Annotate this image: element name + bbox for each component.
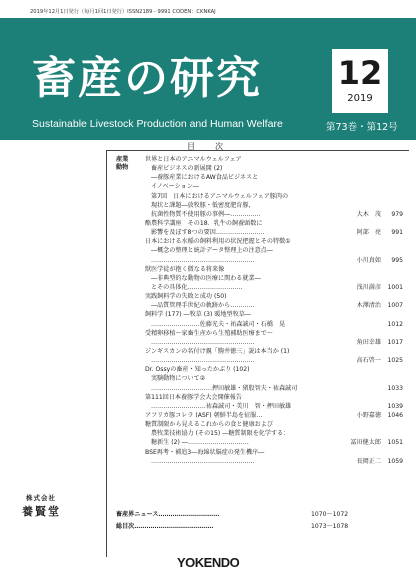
toc-entry-page: 991 xyxy=(391,229,403,237)
magazine-title: 畜産の研究 xyxy=(32,53,262,104)
publisher-name: 養賢堂 xyxy=(22,505,61,518)
section-label xyxy=(116,156,144,172)
back-matter-label: 畜産界ニュース………………………… xyxy=(116,511,220,518)
issue-year: 2019 xyxy=(347,93,373,104)
toc-entry-title: BSE再考・補追3―海綿状脳症の発生機序― xyxy=(145,448,265,456)
toc-entry-title: 獣医学徒が抱く微なる将来像 xyxy=(145,265,225,273)
toc-row[interactable] xyxy=(145,384,403,393)
toc-entry-author: 阿部 亮 xyxy=(356,229,381,237)
toc-entry-author: 冨田健太郎 xyxy=(350,439,381,447)
toc-row[interactable] xyxy=(145,173,403,182)
toc-entry-title: 畜産ビジネスの新展開 (2) xyxy=(151,165,223,173)
toc-entry-title: …………………………押田敏雄・猪股智夫・祐森誠司 xyxy=(151,384,298,392)
back-matter-label: 総目次………………………………… xyxy=(116,523,214,530)
toc-row[interactable] xyxy=(145,411,403,420)
toc-entry-page: 995 xyxy=(391,256,403,264)
toc-entry-title: …………………………………………… xyxy=(151,457,255,465)
toc-entry-title: ―概念の整理と統計データ整理上の注意点― xyxy=(151,247,273,255)
toc-row[interactable] xyxy=(145,256,403,265)
toc-row[interactable] xyxy=(145,155,403,164)
issue-info-line: 2019年12月1日発行（毎月1回1日発行）ISSN2189－9991 CODEN：CKNKAJ xyxy=(30,9,216,15)
toc-row[interactable] xyxy=(145,301,403,310)
toc-entry-author: 角田幸雄 xyxy=(356,338,381,346)
toc-entry-title: ―品質管理手世紀の軌跡から………… xyxy=(151,302,255,310)
toc-row[interactable] xyxy=(145,192,403,201)
toc-entry-page: 979 xyxy=(391,210,403,218)
toc-row[interactable] xyxy=(145,210,403,219)
toc-row[interactable] xyxy=(145,429,403,438)
toc-row[interactable] xyxy=(145,356,403,365)
issue-box xyxy=(331,48,389,114)
toc-entry-title: …………………………………………… xyxy=(151,357,255,365)
toc-entry-title: 抗菌性物質不使用豚の事例―…………… xyxy=(151,210,261,218)
toc-entry-title: 第111回日本養豚学会大会開催報告 xyxy=(145,393,242,401)
back-matter-pages: 1073～1078 xyxy=(311,523,349,530)
toc-entry-title: ジンギスカンの名付け親「駒井徳三」説は本当か (1) xyxy=(145,347,290,355)
toc-entry-title: 飼料学 (177) ―牧草 (3) 暖地型牧草― xyxy=(145,311,251,319)
toc-row[interactable] xyxy=(145,246,403,255)
toc-entry-title: ………………………祐森誠司・美川 智・押田敏雄 xyxy=(151,402,292,410)
toc-entry-author: 小野嘉徳 xyxy=(356,411,381,419)
toc-row[interactable] xyxy=(145,274,403,283)
toc-entry-page: 1001 xyxy=(387,283,403,291)
toc-row[interactable] xyxy=(145,338,403,347)
toc-row[interactable] xyxy=(145,329,403,338)
toc-row[interactable] xyxy=(145,420,403,429)
publisher-company-type: 株式会社 xyxy=(26,494,56,502)
toc-entry-title: とその具体化……………………… xyxy=(151,283,243,291)
toc-row[interactable] xyxy=(145,228,403,237)
toc-row[interactable] xyxy=(145,164,403,173)
toc-entry-title: ……………………佐藤光夫・祐森誠司・石橋 晃 xyxy=(151,320,286,328)
back-matter-row[interactable] xyxy=(116,509,408,521)
toc-entry-title: 実践飼料学の失敗と成功 (50) xyxy=(145,293,227,301)
toc-entry-title: アフリカ豚コレラ (ASF) 朝鮮半島を征服… xyxy=(145,411,263,419)
toc-entry-title: …………………………………………… xyxy=(151,256,255,264)
section-label-line: 産業 xyxy=(116,156,129,163)
toc-entry-title: 第7回 日本におけるアニマルウェルフェア豚肉の xyxy=(151,192,289,200)
toc-row[interactable] xyxy=(145,283,403,292)
toc-entry-author: 小川真如 xyxy=(356,256,381,264)
toc-entry-title: 受精卵移植～家畜生産から生殖補助医療まで～ xyxy=(145,329,273,337)
toc-entry-author: 大木 茂 xyxy=(356,210,381,218)
toc-row[interactable] xyxy=(145,438,403,447)
toc-entry-title: ―養豚産業におけるAW食品ビジネスと xyxy=(151,174,259,182)
toc-row[interactable] xyxy=(145,219,403,228)
toc-entry-title: ―非典型的な動物の医療に関わる就業― xyxy=(151,274,261,282)
toc-entry-title: 日本における水稲の飼料利用の状況把握とその特徴① xyxy=(145,238,291,246)
toc-entry-title: Dr. Ossyの畜産・知ったかぶり (102) xyxy=(145,366,250,374)
toc-entry-title: 糖新生 (2) ―………………………… xyxy=(151,439,249,447)
toc-entry-title: 影響を及ぼす8つの要因…………………… xyxy=(151,229,265,237)
toc-row[interactable] xyxy=(145,393,403,402)
toc-entry-page: 1017 xyxy=(387,338,403,346)
toc-row[interactable] xyxy=(145,310,403,319)
toc-row[interactable] xyxy=(145,201,403,210)
toc-entry-title: イノベーション― xyxy=(151,183,199,191)
toc-entry-page: 1012 xyxy=(387,320,403,328)
toc-entry-author: 長岡正二 xyxy=(356,457,381,465)
toc-row[interactable] xyxy=(145,237,403,246)
toc-entry-page: 1007 xyxy=(387,302,403,310)
toc-entry-page: 1059 xyxy=(387,457,403,465)
toc-entry-title: 現状と課題―放牧豚・低密度肥育豚， xyxy=(151,201,255,209)
toc-entry-page: 1033 xyxy=(387,384,403,392)
toc-entry-author: 浅川満彦 xyxy=(356,283,381,291)
toc-row[interactable] xyxy=(145,347,403,356)
toc-entry-title: 農牧業技術協力 (その15) ―糖質制限を化学する： xyxy=(151,430,290,438)
toc-list xyxy=(145,155,403,466)
section-label-line: 動物 xyxy=(116,164,129,171)
toc-entry-page: 1046 xyxy=(387,411,403,419)
toc-row[interactable] xyxy=(145,374,403,383)
toc-entry-title: 世界と日本のアニマルウェルフェア xyxy=(145,156,242,163)
back-matter-list xyxy=(116,509,408,533)
toc-entry-title: 酪農科学講座 その18．乳牛の飼養頭数に xyxy=(145,219,263,227)
toc-entry-page: 1051 xyxy=(387,439,403,447)
toc-row[interactable] xyxy=(145,182,403,191)
title-banner xyxy=(0,18,416,140)
toc-entry-page: 1025 xyxy=(387,357,403,365)
toc-entry-title: 糖質制限から見えるこれからの食と健康および xyxy=(145,421,273,429)
back-matter-pages: 1070～1072 xyxy=(311,511,349,518)
toc-row[interactable] xyxy=(145,265,403,274)
toc-row[interactable] xyxy=(145,292,403,301)
toc-row[interactable] xyxy=(145,365,403,374)
toc-row[interactable] xyxy=(145,448,403,457)
toc-row[interactable] xyxy=(145,320,403,329)
toc-entry-page: 1039 xyxy=(387,402,403,410)
volume-number: 第73巻・第12号 xyxy=(326,122,398,133)
toc-row[interactable] xyxy=(145,402,403,411)
toc-entry-author: 木澤清治 xyxy=(356,302,381,310)
toc-entry-title: …………………………………………… xyxy=(151,338,255,346)
english-subtitle: Sustainable Livestock Production and Human Welfare xyxy=(32,118,283,130)
toc-entry-author: 高石啓一 xyxy=(356,357,381,365)
toc-entry-title: 実験動物について② xyxy=(151,375,206,383)
back-matter-row[interactable] xyxy=(116,521,408,533)
toc-heading: 目 次 xyxy=(187,142,229,151)
toc-row[interactable] xyxy=(145,457,403,466)
issue-number: 12 xyxy=(337,54,383,92)
yokendo-logo: YOKENDO xyxy=(177,555,240,570)
